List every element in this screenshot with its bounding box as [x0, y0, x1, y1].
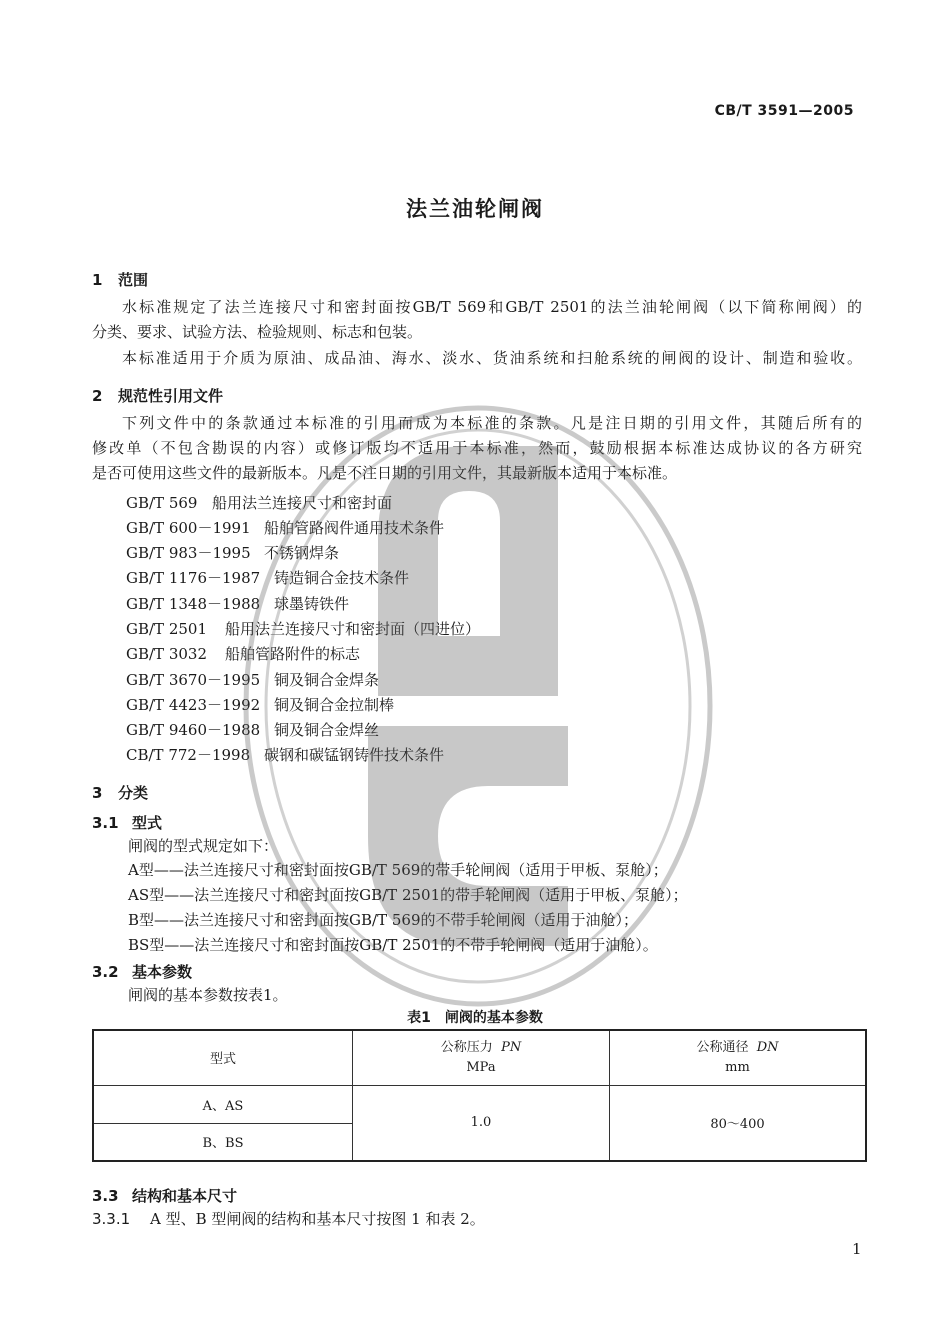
- type-definition: A型——法兰连接尺寸和密封面按GB/T 569的带手轮闸阀（适用于甲板、泵舱）；: [128, 861, 668, 879]
- paragraph: 闸阀的基本参数按表1。: [128, 986, 288, 1004]
- section-title: 规范性引用文件: [118, 387, 224, 405]
- table-cell-pressure: 1.0: [353, 1085, 610, 1161]
- reference-code: GB/T 9460－1988: [126, 721, 261, 739]
- reference-code: GB/T 569: [126, 494, 198, 512]
- paragraph: 本标准适用于介质为原油、成品油、海水、淡水、货油系统和扫舱系统的闸阀的设计、制造和验收。: [122, 349, 862, 367]
- header-symbol: PN: [501, 1039, 522, 1055]
- header-label: 公称压力: [440, 1039, 493, 1055]
- reference-item: [126, 618, 480, 639]
- header-cell-diameter: [610, 1030, 867, 1085]
- section-number: 3: [92, 784, 103, 802]
- reference-title: 不锈钢焊条: [264, 544, 340, 562]
- reference-title: 船用法兰连接尺寸和密封面（四进位）: [225, 620, 481, 638]
- clause-3-3-1: [92, 1208, 485, 1229]
- reference-item: [126, 542, 339, 563]
- table-cell-type: B、BS: [93, 1123, 353, 1161]
- table-caption: 表1 闸阀的基本参数: [407, 1010, 543, 1026]
- reference-title: 船舶管路附件的标志: [225, 645, 361, 663]
- reference-item: [126, 719, 379, 740]
- reference-item: [126, 567, 409, 588]
- section-3-heading: [92, 782, 148, 803]
- reference-title: 铜及铜合金焊丝: [274, 721, 380, 739]
- reference-item: [126, 694, 394, 715]
- reference-item: [126, 517, 444, 538]
- section-title: 分类: [118, 784, 149, 802]
- subsection-title: 结构和基本尺寸: [132, 1187, 238, 1205]
- reference-code: CB/T 772－1998: [126, 746, 251, 764]
- subsection-title: 型式: [132, 814, 163, 832]
- header-symbol: DN: [756, 1039, 779, 1055]
- header-label: 公称通径: [696, 1039, 749, 1055]
- reference-item: [126, 744, 444, 765]
- subsection-number: 3.1: [92, 814, 119, 832]
- reference-title: 碳钢和碳锰钢铸件技术条件: [264, 746, 445, 764]
- reference-code: GB/T 2501: [126, 620, 208, 638]
- reference-title: 船用法兰连接尺寸和密封面: [212, 494, 393, 512]
- subsection-3-2-heading: [92, 961, 192, 982]
- table-cell-type: A、AS: [93, 1085, 353, 1123]
- subsection-number: 3.2: [92, 963, 119, 981]
- reference-title: 铜及铜合金拉制棒: [274, 696, 395, 714]
- section-number: 1: [92, 271, 103, 289]
- reference-title: 船舶管路阀件通用技术条件: [264, 519, 445, 537]
- subsection-3-3-heading: [92, 1185, 237, 1206]
- type-definition: AS型——法兰连接尺寸和密封面按GB/T 2501的带手轮闸阀（适用于甲板、泵舱）；: [128, 886, 688, 904]
- subsection-3-1-heading: [92, 812, 162, 833]
- reference-code: GB/T 1348－1988: [126, 595, 261, 613]
- clause-number: 3.3.1: [92, 1210, 131, 1228]
- subsection-title: 基本参数: [132, 963, 193, 981]
- reference-title: 铸造铜合金技术条件: [274, 569, 410, 587]
- paragraph: 下列文件中的条款通过本标准的引用而成为本标准的条款。凡是注日期的引用文件，其随后所有的: [122, 414, 862, 432]
- reference-code: GB/T 4423－1992: [126, 696, 261, 714]
- reference-code: GB/T 983－1995: [126, 544, 251, 562]
- paragraph: 修改单（不包含勘误的内容）或修订版均不适用于本标准，然而，鼓励根据本标准达成协议的各方研究: [92, 439, 862, 457]
- section-2-heading: [92, 385, 223, 406]
- clause-text: A 型、B 型闸阀的结构和基本尺寸按图 1 和表 2。: [150, 1210, 485, 1228]
- page-number: 1: [852, 1240, 862, 1258]
- header-cell-pressure: [353, 1030, 610, 1085]
- header-cell-type: 型式: [93, 1030, 353, 1085]
- type-definition: BS型——法兰连接尺寸和密封面按GB/T 2501的不带手轮闸阀（适用于油舱）。: [128, 936, 658, 954]
- header-unit: MPa: [466, 1059, 496, 1075]
- reference-code: GB/T 3032: [126, 645, 208, 663]
- table-cell-diameter: 80～400: [610, 1085, 867, 1161]
- reference-code: GB/T 1176－1987: [126, 569, 261, 587]
- reference-title: 铜及铜合金焊条: [274, 671, 380, 689]
- reference-code: GB/T 3670－1995: [126, 671, 261, 689]
- reference-item: [126, 492, 392, 513]
- section-number: 2: [92, 387, 103, 405]
- reference-item: [126, 593, 349, 614]
- document-title: 法兰油轮闸阀: [406, 197, 544, 221]
- paragraph: 水标准规定了法兰连接尺寸和密封面按GB/T 569和GB/T 2501的法兰油轮闸阀（以下简称闸阀）的: [122, 298, 862, 316]
- subsection-number: 3.3: [92, 1187, 119, 1205]
- standard-code: CB/T 3591—2005: [714, 103, 854, 119]
- type-definition: B型——法兰连接尺寸和密封面按GB/T 569的不带手轮闸阀（适用于油舱）；: [128, 911, 638, 929]
- section-1-heading: [92, 269, 148, 290]
- reference-item: [126, 643, 360, 664]
- reference-title: 球墨铸铁件: [274, 595, 350, 613]
- parameters-table: [92, 1029, 867, 1162]
- paragraph: 闸阀的型式规定如下：: [128, 837, 279, 855]
- reference-code: GB/T 600－1991: [126, 519, 251, 537]
- paragraph: 分类、要求、试验方法、检验规则、标志和包装。: [92, 323, 423, 341]
- paragraph: 是否可使用这些文件的最新版本。凡是不注日期的引用文件，其最新版本适用于本标准。: [92, 464, 678, 482]
- section-title: 范围: [118, 271, 149, 289]
- header-unit: mm: [725, 1059, 750, 1075]
- reference-item: [126, 669, 379, 690]
